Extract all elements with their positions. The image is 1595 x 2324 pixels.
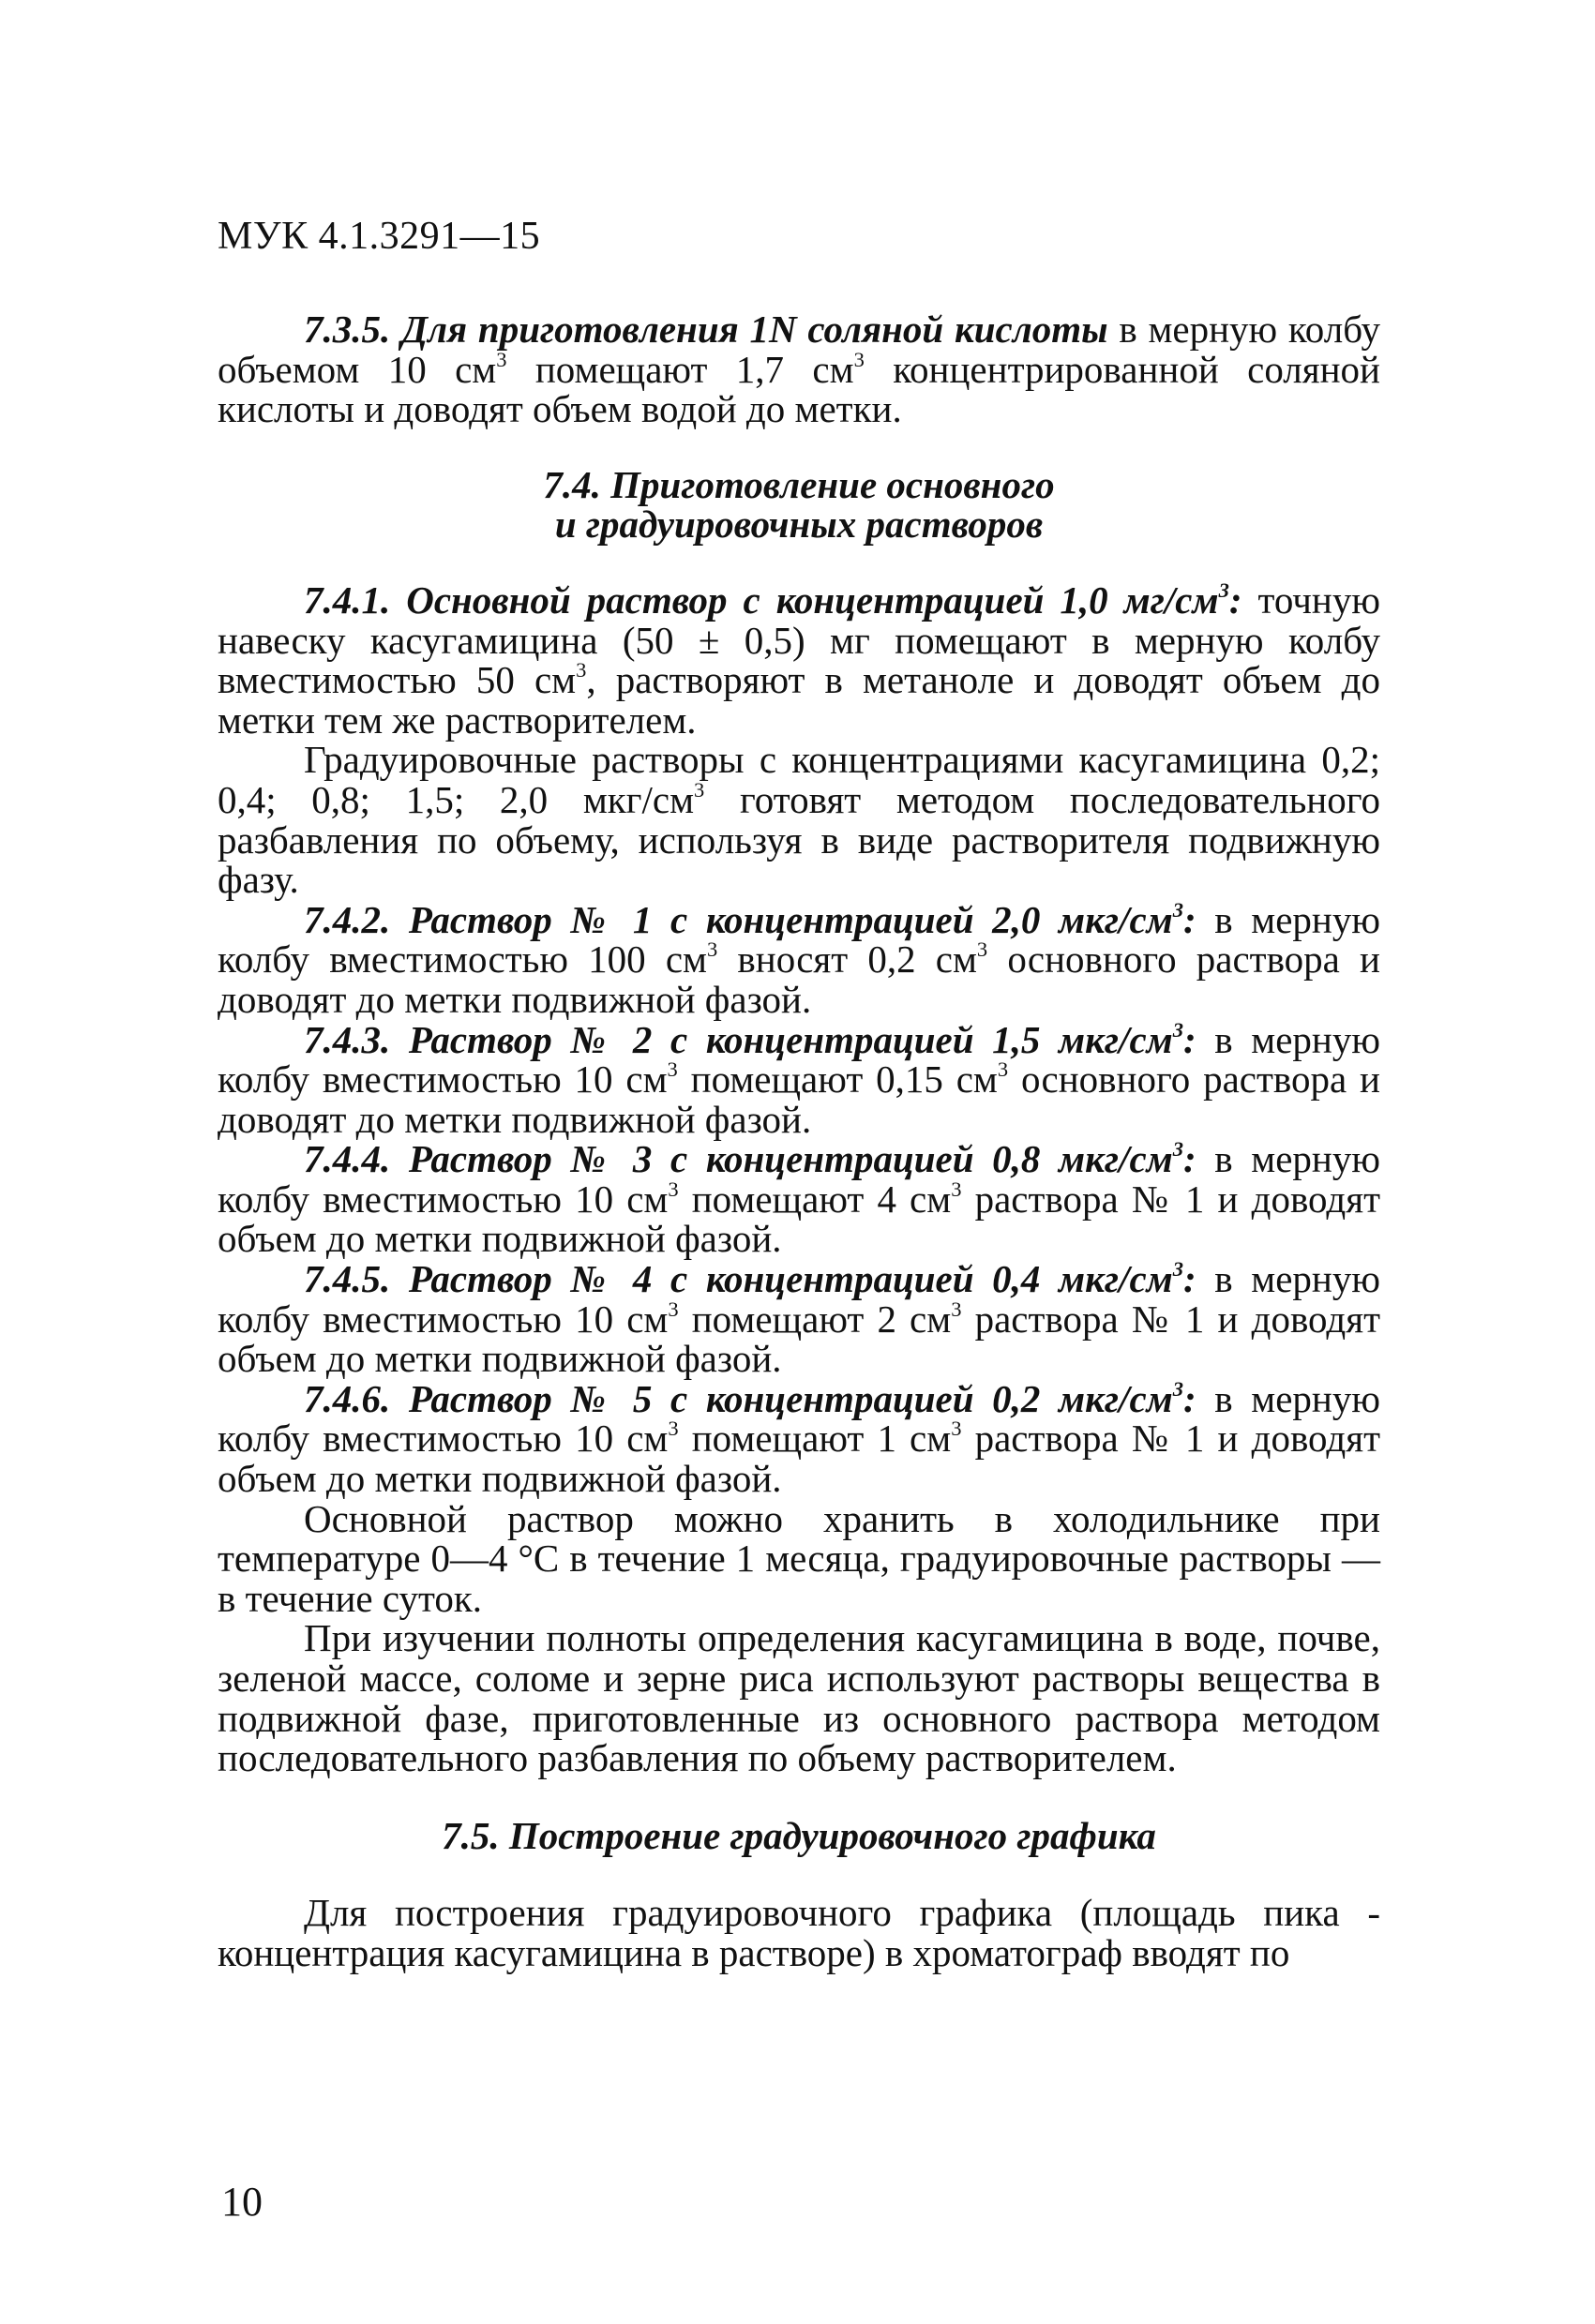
- paragraph-calibration: [218, 738, 1381, 902]
- superscript: 3: [997, 1057, 1009, 1082]
- document-body: [218, 309, 1380, 1973]
- text-span: раствора № 1 и доводят объем до метки подвижной фазой.: [218, 1177, 1380, 1261]
- text-span: , растворяют в метаноле и доводят объем до метки тем же растворителем.: [218, 658, 1380, 742]
- paragraph-7-3-5: [218, 309, 1380, 429]
- text-span: Градуировочные растворы с концентрациями касугамицина 0,2; 0,4; 0,8; 1,5; 2,0 мкг/см: [218, 738, 1380, 821]
- paragraph-recovery: При изучении полноты определения касугамицина в воде, почве, зеленой массе, соломе и зерне риса используют растворы вещества в подвижной фазе, приготовленные из основного раствора методом последовательного разбавления по объему растворителем.: [218, 1616, 1380, 1780]
- text-span: раствора № 1 и доводят объем до метки подвижной фазой.: [218, 1417, 1380, 1501]
- superscript: 3: [668, 1417, 679, 1441]
- section-heading-7-5: 7.5. Построение градуировочного графика: [442, 1813, 1156, 1857]
- paragraph-heading: [304, 1257, 1196, 1300]
- text-span: :: [1183, 1017, 1196, 1061]
- section-heading-7-4-line2: и градуировочных растворов: [554, 502, 1044, 547]
- text-span: помещают 4 см: [678, 1177, 952, 1221]
- paragraph-7-5: Для построения градуировочного графика (площадь пика - концентрация касугамицина в растворе) в хроматограф вводят по: [218, 1891, 1380, 1974]
- paragraph-7-4-4: [218, 1139, 1380, 1259]
- text-span: в мерную колбу вместимостью 10 см: [218, 1257, 1380, 1341]
- paragraph-storage: Основной раствор можно хранить в холодильнике при температуре 0—4 °С в течение 1 месяца, градуировочные растворы — в течение суток.: [218, 1496, 1380, 1620]
- text-span: основного раствора и доводят до метки подвижной фазой.: [218, 1057, 1380, 1141]
- paragraph-heading: 7.3.5. Для приготовления 1N соляной кислоты: [304, 307, 1108, 351]
- paragraph-7-4-5: [218, 1259, 1380, 1379]
- superscript: 3: [1172, 1376, 1184, 1401]
- text-span: помещают 2 см: [678, 1297, 952, 1341]
- text-span: :: [1183, 897, 1196, 941]
- superscript: 3: [853, 347, 865, 371]
- text-span: раствора № 1 и доводят объем до метки подвижной фазой.: [218, 1297, 1380, 1381]
- paragraph-heading: [304, 1377, 1196, 1420]
- paragraph-heading: [304, 898, 1196, 941]
- text-span: в мерную колбу вместимостью 100 см: [218, 897, 1380, 982]
- text-span: :: [1183, 1257, 1196, 1301]
- text-span: :: [1183, 1376, 1196, 1420]
- superscript: 3: [951, 1177, 962, 1201]
- text-span: :: [1228, 577, 1242, 622]
- paragraph-7-4-1: [218, 577, 1380, 742]
- text-span: 7.4.3. Раствор № 2 с концентрацией 1,5 мкг/см: [304, 1017, 1173, 1061]
- text-span: 7.4.4. Раствор № 3 с концентрацией 0,8 мкг/см: [304, 1137, 1173, 1181]
- text-span: помещают 1 см: [678, 1417, 952, 1461]
- superscript: 3: [951, 1417, 962, 1441]
- section-heading-7-4-line1: 7.4. Приготовление основного: [543, 462, 1055, 506]
- text-span: :: [1183, 1137, 1196, 1181]
- superscript: 3: [576, 658, 587, 682]
- paragraph-7-4-3: [218, 1017, 1380, 1141]
- superscript: 3: [496, 347, 507, 371]
- superscript: 3: [1218, 578, 1229, 603]
- text-span: 7.4.1. Основной раствор с концентрацией 1,0 мг/см: [304, 577, 1219, 622]
- superscript: 3: [951, 1297, 962, 1321]
- text-span: готовят методом последовательного разбавления по объему, используя в виде растворителя подвижную фазу.: [218, 777, 1381, 902]
- text-span: в мерную колбу вместимостью 10 см: [218, 1137, 1380, 1221]
- text-span: в мерную колбу вместимостью 10 см: [218, 1376, 1380, 1461]
- paragraph-heading: [304, 1018, 1196, 1061]
- superscript: 3: [668, 1297, 679, 1321]
- superscript: 3: [706, 937, 718, 962]
- text-span: 7.4.2. Раствор № 1 с концентрацией 2,0 мкг/см: [304, 897, 1173, 941]
- page-number: 10: [221, 2179, 263, 2225]
- text-span: концентрированной соляной кислоты и доводят объем водой до метки.: [218, 347, 1380, 431]
- superscript: 3: [694, 778, 705, 802]
- superscript: 3: [667, 1057, 678, 1082]
- text-span: вносят 0,2 см: [717, 937, 977, 982]
- text-span: в мерную колбу объемом 10 см: [218, 307, 1380, 391]
- paragraph-7-4-2: [218, 897, 1380, 1021]
- text-span: в мерную колбу вместимостью 10 см: [218, 1017, 1380, 1102]
- text-span: помещают 0,15 см: [677, 1057, 998, 1102]
- text-span: основного раствора и доводят до метки подвижной фазой.: [218, 937, 1380, 1021]
- text-span: помещают 1,7 см: [506, 347, 854, 391]
- superscript: 3: [668, 1177, 679, 1201]
- superscript: 3: [1172, 897, 1184, 922]
- text-span: 7.4.6. Раствор № 5 с концентрацией 0,2 мкг/см: [304, 1376, 1173, 1420]
- paragraph-heading: [304, 578, 1242, 622]
- superscript: 3: [1172, 1137, 1184, 1162]
- paragraph-heading: [304, 1137, 1196, 1180]
- text-span: 7.4.5. Раствор № 4 с концентрацией 0,4 мкг/см: [304, 1257, 1173, 1301]
- document-header: МУК 4.1.3291—15: [218, 215, 541, 258]
- paragraph-7-4-6: [218, 1376, 1380, 1501]
- text-span: точную навеску касугамицина (50 ± 0,5) мг помещают в мерную колбу вместимостью 50 см: [218, 577, 1380, 702]
- superscript: 3: [1172, 1017, 1184, 1042]
- superscript: 3: [976, 937, 988, 962]
- superscript: 3: [1172, 1257, 1184, 1282]
